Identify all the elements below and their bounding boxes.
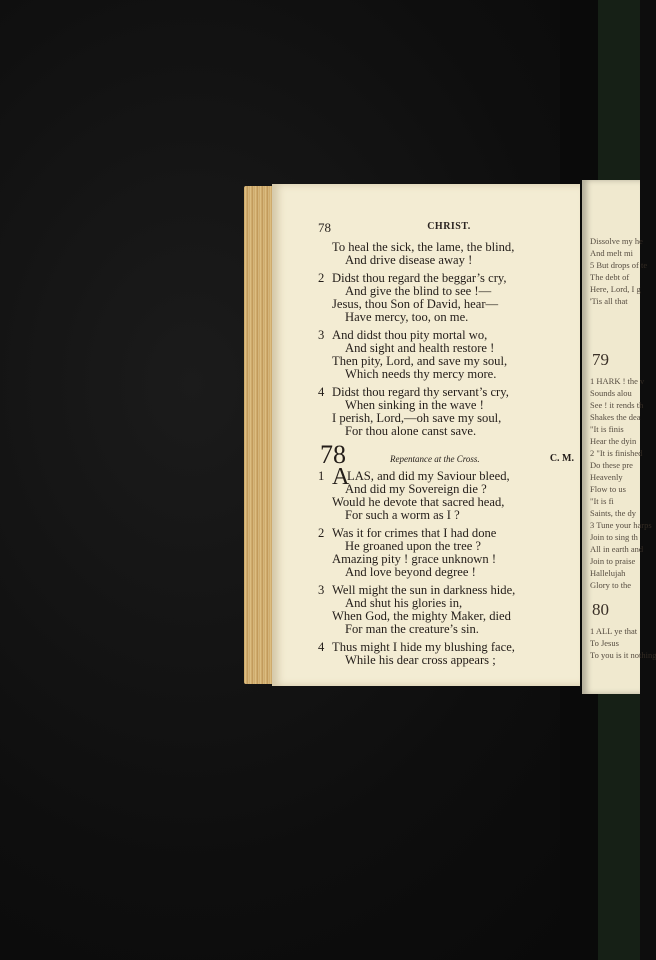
facing-page-fragment: The debt of bbox=[590, 272, 630, 282]
verse-line-text: For thou alone canst save. bbox=[345, 424, 477, 438]
verse-line-text: For man the creature’s sin. bbox=[345, 622, 479, 636]
stanza bbox=[318, 271, 572, 324]
facing-page-fragment: All in earth and bbox=[590, 544, 644, 554]
page-header bbox=[318, 220, 580, 234]
verse-line-text: Would he devote that sacred head, bbox=[332, 495, 505, 509]
running-head: CHRIST. bbox=[427, 221, 471, 232]
stanza-number: 1 bbox=[318, 469, 325, 483]
verse-line bbox=[332, 566, 572, 579]
facing-page-fragment: Shakes the dea bbox=[590, 412, 641, 422]
facing-page-fragment: 2 "It is finished bbox=[590, 448, 643, 458]
page-number: 78 bbox=[318, 220, 331, 235]
stanza bbox=[318, 385, 572, 438]
hymn-meter: C. M. bbox=[549, 453, 574, 464]
hymn-stanzas bbox=[318, 526, 572, 672]
verse-line-text: Well might the sun in darkness hide, bbox=[332, 583, 516, 597]
verse-line-text: To heal the sick, the lame, the blind, bbox=[332, 240, 515, 254]
stanza bbox=[318, 526, 572, 579]
verse-line bbox=[332, 623, 572, 636]
facing-page-fragment: 3 Tune your harps bbox=[590, 520, 652, 530]
facing-page-fragment: Glory to the bbox=[590, 580, 632, 590]
stanza-number: 4 bbox=[318, 640, 325, 654]
verse-line-text: Thus might I hide my blushing face, bbox=[332, 640, 515, 654]
facing-page-fragment: 1 HARK ! the v bbox=[590, 376, 645, 386]
verse-line bbox=[332, 311, 572, 324]
stanza-number: 3 bbox=[318, 583, 325, 597]
verse-line bbox=[332, 254, 572, 267]
verse-line bbox=[332, 654, 572, 667]
verse-line-text: Jesus, thou Son of David, hear— bbox=[332, 297, 499, 311]
hymn-heading bbox=[320, 440, 582, 470]
stanza bbox=[318, 328, 572, 381]
facing-page-fragment: Heavenly bbox=[590, 472, 623, 482]
facing-page-fragment: Sounds alou bbox=[590, 388, 632, 398]
verse-line-text: Then pity, Lord, and save my soul, bbox=[332, 354, 508, 368]
facing-page-fragment: To you is it nothing bbox=[590, 650, 656, 660]
verse-line-text: And love beyond degree ! bbox=[345, 565, 476, 579]
verse-line-text: Didst thou regard thy servant’s cry, bbox=[332, 385, 509, 399]
facing-page-fragment: "It is fi bbox=[590, 496, 614, 506]
facing-page-fragment: Dissolve my he bbox=[590, 236, 643, 246]
verse-line-text: He groaned upon the tree ? bbox=[345, 539, 482, 553]
facing-hymn-number: 80 bbox=[592, 600, 609, 619]
stanza-number: 3 bbox=[318, 328, 325, 342]
verse-line-text: And sight and health restore ! bbox=[345, 341, 495, 355]
facing-page-fragment: Hear the dyin bbox=[590, 436, 637, 446]
facing-page-fragment: See ! it rends th bbox=[590, 400, 644, 410]
facing-page-fragment: Join to praise bbox=[590, 556, 636, 566]
stanza bbox=[318, 640, 572, 667]
verse-line-text: Didst thou regard the beggar’s cry, bbox=[332, 271, 507, 285]
verse-line-text: I perish, Lord,—oh save my soul, bbox=[332, 411, 502, 425]
hymn-number: 78 bbox=[320, 440, 346, 469]
verse-line-text: Amazing pity ! grace unknown ! bbox=[332, 552, 497, 566]
verse-line-text: And drive disease away ! bbox=[345, 253, 473, 267]
verse-line-text: And give the blind to see !— bbox=[345, 284, 492, 298]
verse-line-text: While his dear cross appears ; bbox=[345, 653, 496, 667]
verse-line-text: Which needs thy mercy more. bbox=[345, 367, 497, 381]
stanza-number: 2 bbox=[318, 271, 325, 285]
continuation-stanza bbox=[332, 241, 572, 267]
page-edges bbox=[244, 186, 274, 684]
verse-line-text: Was it for crimes that I had done bbox=[332, 526, 497, 540]
drop-cap: A bbox=[332, 464, 350, 490]
facing-page-fragment: To Jesus bbox=[590, 638, 619, 648]
facing-page-fragment: Do these pre bbox=[590, 460, 633, 470]
facing-page-fragment: Flow to us bbox=[590, 484, 626, 494]
facing-page-fragment: Here, Lord, I g bbox=[590, 284, 641, 294]
first-stanza-rest bbox=[332, 483, 572, 522]
facing-page-fragment: And melt mi bbox=[590, 248, 633, 258]
stanza-number: 4 bbox=[318, 385, 325, 399]
facing-page-fragment: Saints, the dy bbox=[590, 508, 637, 518]
verse-line-text: For such a worm as I ? bbox=[345, 508, 460, 522]
facing-page-fragment: Join to sing th bbox=[590, 532, 638, 542]
verse-line-text: When God, the mighty Maker, died bbox=[332, 609, 511, 623]
verse-line-text: Have mercy, too, on me. bbox=[345, 310, 469, 324]
previous-hymn-stanzas bbox=[318, 271, 572, 443]
hymn-title: Repentance at the Cross. bbox=[390, 454, 480, 464]
facing-page-fragment: 'Tis all that bbox=[590, 296, 628, 306]
hymn-text bbox=[318, 240, 574, 672]
verse-line bbox=[332, 368, 572, 381]
stanza bbox=[318, 583, 572, 636]
verse-line-text: And shut his glories in, bbox=[345, 596, 463, 610]
facing-page-fragment: "It is finis bbox=[590, 424, 624, 434]
verse-line bbox=[332, 425, 572, 438]
facing-hymn-number: 79 bbox=[592, 350, 609, 369]
facing-page-fragment: Hallelujah bbox=[590, 568, 626, 578]
verse-line-text: When sinking in the wave ! bbox=[345, 398, 484, 412]
facing-page-fragment: 5 But drops of te bbox=[590, 260, 648, 270]
verse-line-text: And did my Sovereign die ? bbox=[345, 482, 487, 496]
facing-page-fragment: 1 ALL ye that bbox=[590, 626, 638, 636]
stanza-number: 2 bbox=[318, 526, 325, 540]
verse-line bbox=[332, 509, 572, 522]
first-line-text: LAS, and did my Saviour bleed, bbox=[347, 469, 510, 483]
verse-line-text: And didst thou pity mortal wo, bbox=[332, 328, 488, 342]
facing-page-edge bbox=[582, 180, 656, 694]
